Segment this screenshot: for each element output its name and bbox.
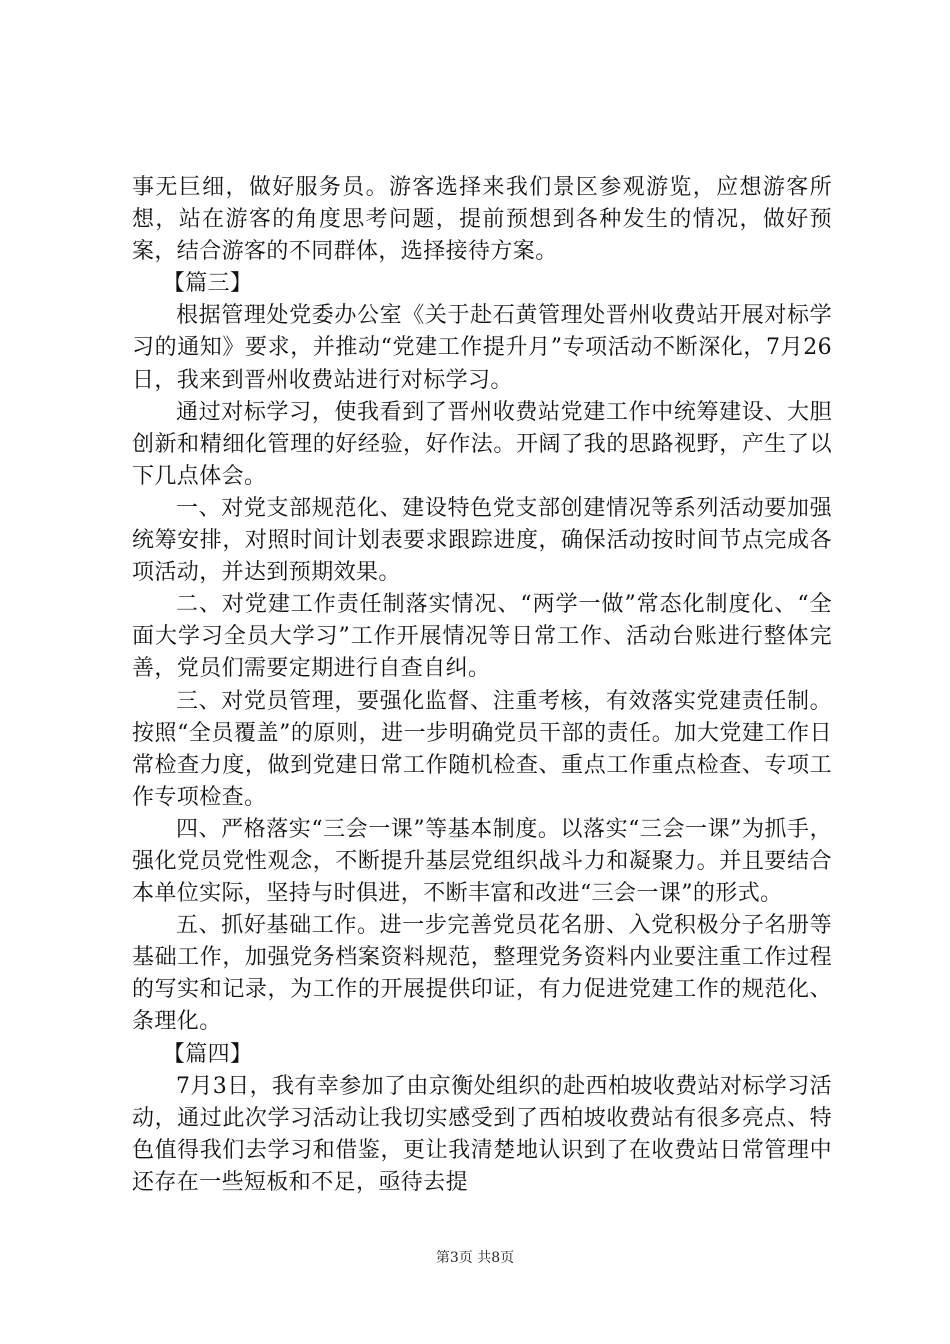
paragraph-item-2: 二、对党建工作责任制落实情况、“两学一做”常态化制度化、“全面大学习全员大学习”工作开展情况等日常工作、活动台账进行整体完善，党员们需要定期进行自查自纠。 <box>132 592 832 682</box>
section-heading-4: 【篇四】 <box>162 1041 253 1067</box>
paragraph: 根据管理处党委办公室《关于赴石黄管理处晋州收费站开展对标学习的通知》要求，并推动“党建工作提升月”专项活动不断深化，7月26日，我来到晋州收费站进行对标学习。 <box>132 303 832 393</box>
paragraph: 7月3日，我有幸参加了由京衡处组织的赴西柏坡收费站对标学习活动，通过此次学习活动让我切实感受到了西柏坡收费站有很多亮点、特色值得我们去学习和借鉴，更让我清楚地认识到了在收费站日常管理中还存在一些短板和不足，亟待去提 <box>132 1073 832 1195</box>
paragraph: 通过对标学习，使我看到了晋州收费站党建工作中统筹建设、大胆创新和精细化管理的好经验，好作法。开阔了我的思路视野，产生了以下几点体会。 <box>132 399 832 489</box>
paragraph-item-3: 三、对党员管理，要强化监督、注重考核，有效落实党建责任制。按照“全员覆盖”的原则，进一步明确党员干部的责任。加大党建工作日常检查力度，做到党建日常工作随机检查、重点工作重点检查、专项工作专项检查。 <box>132 688 832 810</box>
document-body <box>132 172 832 1199</box>
page-footer: 第3页 共8页 <box>435 1250 515 1266</box>
paragraph-item-5: 五、抓好基础工作。进一步完善党员花名册、入党积极分子名册等基础工作，加强党务档案资料规范，整理党务资料内业要注重工作过程的写实和记录，为工作的开展提供印证，有力促进党建工作的规范化、条理化。 <box>132 913 832 1035</box>
paragraph-item-4: 四、严格落实“三会一课”等基本制度。以落实“三会一课”为抓手，强化党员党性观念，不断提升基层党组织战斗力和凝聚力。并且要结合本单位实际，坚持与时俱进，不断丰富和改进“三会一课”的形式。 <box>132 816 832 907</box>
paragraph-continuation: 事无巨细，做好服务员。游客选择来我们景区参观游览，应想游客所想，站在游客的角度思考问题，提前预想到各种发生的情况，做好预案，结合游客的不同群体，选择接待方案。 <box>132 175 832 265</box>
paragraph-item-1: 一、对党支部规范化、建设特色党支部创建情况等系列活动要加强统筹安排，对照时间计划表要求跟踪进度，确保活动按时间节点完成各项活动，并达到预期效果。 <box>132 495 832 586</box>
section-heading-3: 【篇三】 <box>162 271 253 297</box>
